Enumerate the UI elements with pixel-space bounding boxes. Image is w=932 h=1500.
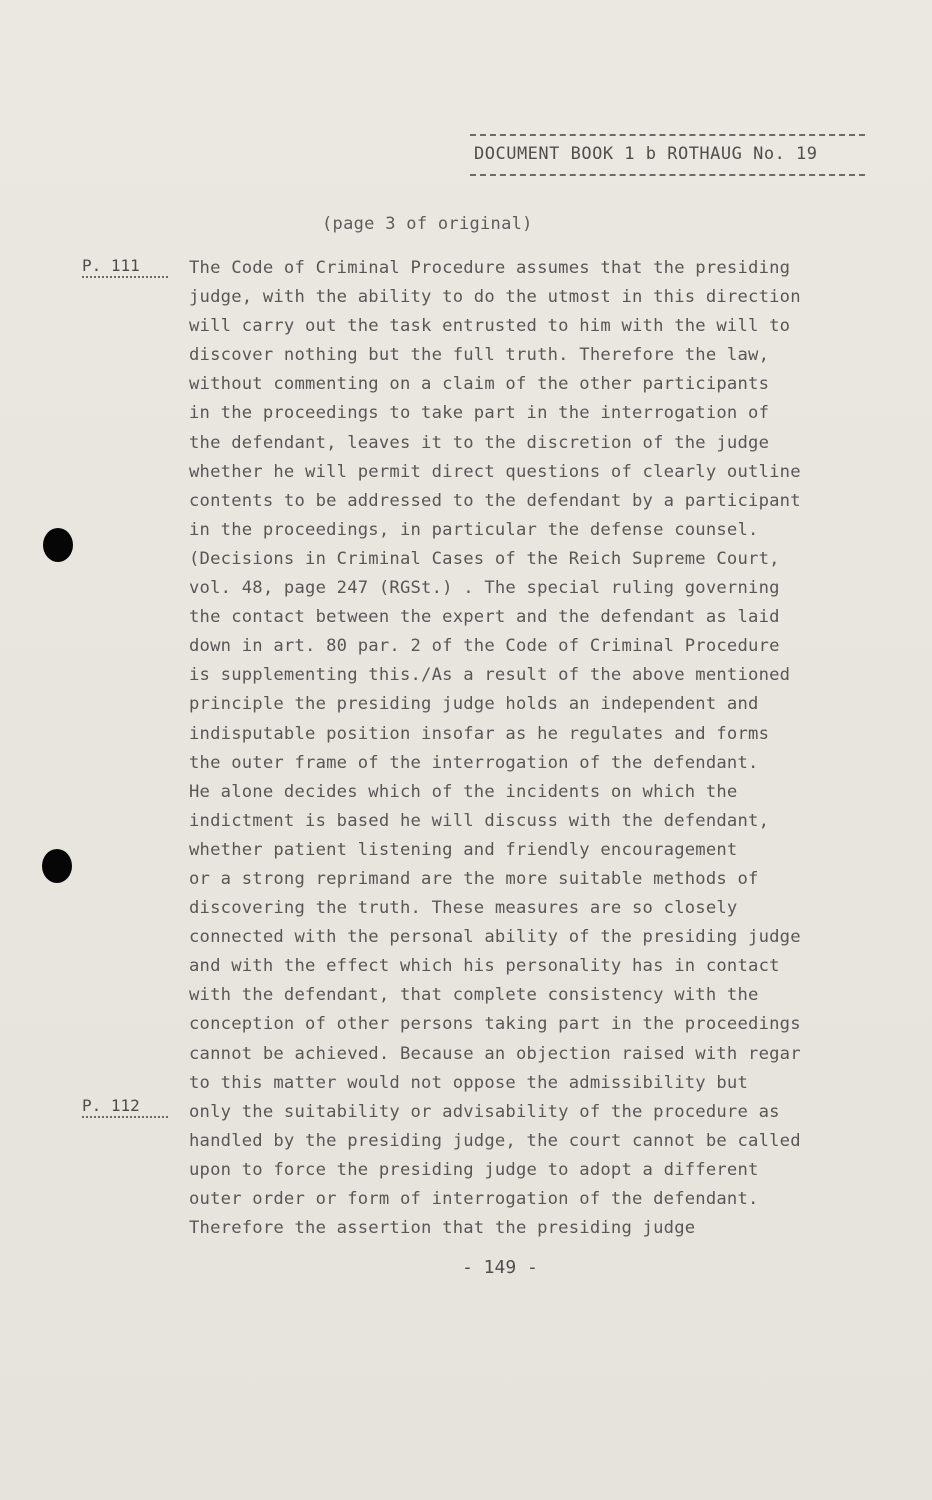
text-line: or a strong reprimand are the more suitable methods of bbox=[189, 868, 759, 889]
punch-hole-top bbox=[43, 528, 73, 562]
text-line: indisputable position insofar as he regulates and forms bbox=[189, 723, 770, 744]
text-line: vol. 48, page 247 (RGSt.) . The special ruling governing bbox=[189, 578, 780, 599]
document-header bbox=[470, 134, 870, 176]
text-line: principle the presiding judge holds an independent and bbox=[189, 694, 759, 715]
text-line: upon to force the presiding judge to adopt a different bbox=[189, 1159, 759, 1180]
margin-reference-underline bbox=[82, 1116, 168, 1118]
text-line: conception of other persons taking part in the proceedings bbox=[189, 1014, 801, 1035]
text-line: the outer frame of the interrogation of the defendant. bbox=[189, 752, 759, 773]
text-line: discover nothing but the full truth. Therefore the law, bbox=[189, 345, 770, 366]
text-line: cannot be achieved. Because an objection raised with regar bbox=[189, 1043, 801, 1064]
text-line: the defendant, leaves it to the discretion of the judge bbox=[189, 432, 770, 453]
punch-hole-bottom bbox=[42, 849, 72, 883]
text-line: will carry out the task entrusted to him with the will to bbox=[189, 316, 791, 337]
text-line: outer order or form of interrogation of the defendant. bbox=[189, 1189, 759, 1209]
text-line: whether he will permit direct questions of clearly outline bbox=[189, 461, 801, 482]
text-line: is supplementing this./As a result of the above mentioned bbox=[189, 665, 791, 686]
header-rule-bottom bbox=[470, 174, 865, 176]
text-line: in the proceedings to take part in the interrogation of bbox=[189, 403, 770, 424]
original-page-note: (page 3 of original) bbox=[322, 214, 533, 234]
text-line: without commenting on a claim of the other participants bbox=[189, 374, 770, 395]
text-line: contents to be addressed to the defendant by a participant bbox=[189, 490, 801, 511]
text-line: judge, with the ability to do the utmost in this direction bbox=[189, 287, 801, 308]
margin-reference-p111 bbox=[82, 256, 168, 278]
margin-reference-p112 bbox=[82, 1096, 168, 1118]
text-line: the contact between the expert and the defendant as laid bbox=[189, 607, 780, 628]
document-reference: DOCUMENT BOOK 1 b ROTHAUG No. 19 bbox=[474, 144, 818, 164]
text-line: discovering the truth. These measures are so closely bbox=[189, 898, 738, 919]
text-line: down in art. 80 par. 2 of the Code of Criminal Procedure bbox=[189, 636, 780, 657]
text-line: He alone decides which of the incidents on which the bbox=[189, 781, 738, 802]
body-text bbox=[189, 254, 889, 1243]
page-number: - 149 - bbox=[462, 1257, 538, 1278]
text-line: with the defendant, that complete consistency with the bbox=[189, 985, 759, 1006]
text-line: indictment is based he will discuss with the defendant, bbox=[189, 810, 770, 831]
text-line: to this matter would not oppose the admissibility but bbox=[189, 1072, 749, 1093]
text-line: The Code of Criminal Procedure assumes that the presiding bbox=[189, 258, 791, 278]
text-line: handled by the presiding judge, the court cannot be called bbox=[189, 1130, 801, 1151]
text-line: connected with the personal ability of the presiding judge bbox=[189, 927, 801, 948]
text-line: in the proceedings, in particular the defense counsel. bbox=[189, 519, 759, 540]
text-line: whether patient listening and friendly encouragement bbox=[189, 839, 738, 860]
margin-reference-label: P. 112 bbox=[82, 1096, 140, 1115]
header-rule-top bbox=[470, 134, 865, 136]
text-line: and with the effect which his personality has in contact bbox=[189, 956, 780, 977]
text-line: (Decisions in Criminal Cases of the Reich Supreme Court, bbox=[189, 548, 780, 569]
margin-reference-label: P. 111 bbox=[82, 256, 140, 275]
text-line: only the suitability or advisability of the procedure as bbox=[189, 1101, 780, 1122]
margin-reference-underline bbox=[82, 276, 168, 278]
text-line: Therefore the assertion that the presiding judge bbox=[189, 1218, 696, 1239]
